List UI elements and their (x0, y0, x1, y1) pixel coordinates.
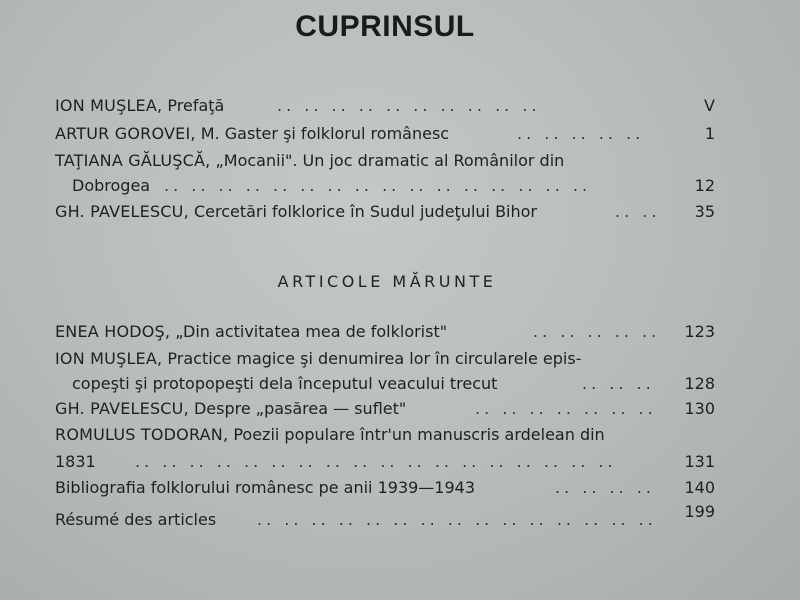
entry-title: Poezii populare într'un manuscris ardelean din (233, 425, 605, 444)
toc-entry (55, 347, 715, 371)
entry-title: Cercetări folklorice în Sudul judeţului Bihor (193, 202, 537, 221)
entry-page: 199 (684, 502, 715, 521)
entry-title: Résumé des articles (55, 510, 217, 529)
entry-title: „Mocanii". Un joc dramatic al Românilor din (215, 151, 565, 170)
toc-entry-continuation (72, 372, 715, 396)
entry-title: Practice magice şi denumirea lor în circularele epis- (167, 349, 582, 368)
entry-title: Bibliografia folklorului românesc pe anii 1939—1943 (55, 478, 476, 497)
entry-author: GH. PAVELESCU, (55, 202, 189, 221)
toc-entry-continuation (55, 450, 715, 474)
entry-title-continued: copeşti şi protopopeşti dela începutul veacului trecut (72, 374, 498, 393)
entry-page: 140 (684, 478, 715, 497)
leader-dots: .. .. .. .. .. .. .. .. .. .. .. .. .. .. .. (257, 510, 657, 529)
page-title: CUPRINSUL (295, 10, 475, 43)
leader-dots: .. .. (615, 202, 661, 221)
entry-author: ION MUŞLEA, (55, 349, 163, 368)
entry-author: TAŢIANA GĂLUŞCĂ, (55, 151, 211, 170)
entry-author: ARTUR GOROVEI, (55, 124, 196, 143)
leader-dots: .. .. .. .. (555, 478, 655, 497)
toc-entry (55, 476, 715, 500)
entry-page: 128 (684, 374, 715, 393)
entry-author: GH. PAVELESCU, (55, 399, 189, 418)
entry-title-continued: Dobrogea (72, 176, 151, 195)
entry-page: 35 (694, 202, 715, 221)
toc-entry (55, 423, 715, 447)
entry-title: „Din activitatea mea de folklorist" (175, 322, 448, 341)
toc-entry (55, 502, 715, 532)
leader-dots: .. .. .. .. .. .. .. .. .. .. .. .. .. .. .. .. (164, 176, 592, 195)
toc-entry (55, 320, 715, 344)
toc-entry-continuation (72, 174, 715, 198)
entry-title-continued: 1831 (55, 452, 96, 471)
entry-title: Despre „pasărea — suflet" (193, 399, 407, 418)
toc-entry (55, 94, 715, 118)
leader-dots: .. .. .. .. .. (517, 124, 645, 143)
leader-dots: .. .. .. (582, 374, 655, 393)
entry-title: M. Gaster şi folklorul românesc (200, 124, 450, 143)
section-heading: ARTICOLE MĂRUNTE (277, 272, 497, 291)
leader-dots: .. .. .. .. .. .. .. (475, 399, 657, 418)
leader-dots: .. .. .. .. .. (533, 322, 661, 341)
toc-entry (55, 200, 715, 224)
leader-dots: .. .. .. .. .. .. .. .. .. .. .. .. .. .. .. .. .. .. (135, 452, 617, 471)
entry-page: 1 (704, 124, 715, 143)
entry-author: ENEA HODOŞ, (55, 322, 171, 341)
toc-entry (55, 122, 715, 146)
leader-dots: .. .. .. .. .. .. .. .. .. .. (277, 96, 541, 115)
toc-entry (55, 397, 715, 421)
entry-title: Prefaţă (167, 96, 225, 115)
entry-page: 130 (684, 399, 715, 418)
toc-entry (55, 149, 715, 173)
entry-page: 12 (694, 176, 715, 195)
entry-page: 123 (684, 322, 715, 341)
entry-page: V (704, 96, 715, 115)
entry-author: ION MUŞLEA, (55, 96, 163, 115)
entry-page: 131 (684, 452, 715, 471)
entry-author: ROMULUS TODORAN, (55, 425, 229, 444)
